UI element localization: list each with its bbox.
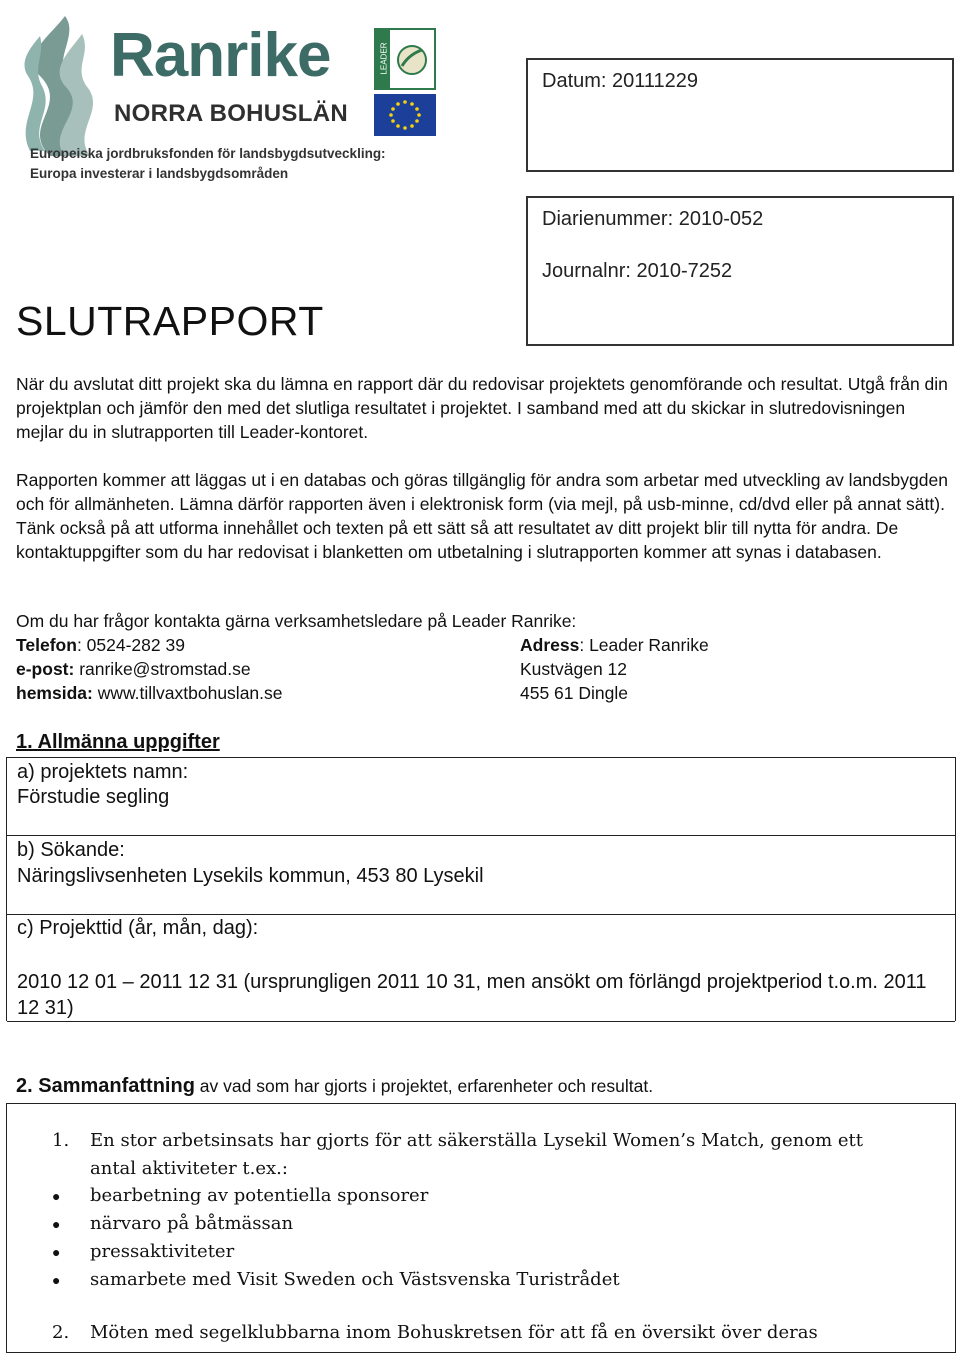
bullet-dot-icon: ● xyxy=(52,1188,61,1204)
brand-name: Ranrike xyxy=(110,21,331,90)
address-label: Adress xyxy=(520,635,580,655)
phone-value: : 0524-282 39 xyxy=(76,635,185,655)
contact-phone xyxy=(16,633,185,657)
project-name-row xyxy=(7,758,955,836)
address-line3: 455 61 Dingle xyxy=(520,683,628,703)
page-title: SLUTRAPPORT xyxy=(16,298,324,344)
contact-address xyxy=(520,633,709,657)
intro-paragraph-2: Rapporten kommer att läggas ut i en databas och göras tillgänglig för andra som arbetar med utveckling av landsbygden och för allmänheten. Lämna därför rapporten även i elektronisk form (via mejl, på usb-minne, cd/dvd eller på annat sätt). Tänk också på att utforma innehållet och texten på ett sätt så att resultatet av ditt projekt blir till nytta för andra. De kontaktuppgifter som du har redovisat i blanketten om utbetalning i slutrapporten kommer att synas i databasen. xyxy=(16,470,948,562)
applicant-row xyxy=(7,836,955,915)
bullet-item: närvaro på båtmässan xyxy=(90,1213,294,1234)
logo xyxy=(10,6,440,186)
eu-stars-icon xyxy=(374,94,436,136)
bullet-dot-icon: ● xyxy=(52,1216,61,1232)
applicant-value: Näringslivsenheten Lysekils kommun, 453 80 Lysekil xyxy=(17,865,484,887)
brand-region: NORRA BOHUSLÄN xyxy=(114,100,348,127)
eu-fund-line2: Europa investerar i landsbygdsområden xyxy=(30,166,289,181)
bullet-item: bearbetning av potentiella sponsorer xyxy=(90,1185,429,1206)
leader-badge xyxy=(374,28,436,90)
summary-box xyxy=(6,1103,956,1353)
section2-heading-text: 2. Sammanfattning xyxy=(16,1075,195,1097)
item1-line1: En stor arbetsinsats har gjorts för att säkerställa Lysekil Women’s Match, genom ett xyxy=(90,1130,863,1151)
diarienummer-text: Diarienummer: 2010-052 xyxy=(542,208,764,230)
web-label: hemsida: xyxy=(16,683,93,703)
web-value: www.tillvaxtbohuslan.se xyxy=(92,683,283,703)
reference-box xyxy=(526,196,954,346)
project-name-value: Förstudie segling xyxy=(17,786,170,808)
email-label: e-post: xyxy=(16,659,75,679)
leader-badge-label: LEADER xyxy=(379,42,389,75)
applicant-label: b) Sökande: xyxy=(17,839,125,861)
bullet-item: samarbete med Visit Sweden och Västsvenska Turistrådet xyxy=(90,1269,620,1290)
date-box xyxy=(526,58,954,172)
item2-number: 2. xyxy=(52,1322,70,1343)
date-text: Datum: 20111229 xyxy=(542,70,699,92)
email-value: ranrike@stromstad.se xyxy=(74,659,251,679)
phone-label: Telefon xyxy=(16,635,77,655)
item1-number: 1. xyxy=(52,1130,70,1151)
project-period-label: c) Projekttid (år, mån, dag): xyxy=(17,917,259,939)
project-period-value: 2010 12 01 – 2011 12 31 (ursprungligen 2011 10 31, men ansökt om förlängd projektperiod t.o.m. 2011 12 31) xyxy=(17,971,927,1019)
eu-fund-line1: Europeiska jordbruksfonden för landsbygdsutveckling: xyxy=(30,146,386,161)
bullet-dot-icon: ● xyxy=(52,1244,61,1260)
section2-heading xyxy=(16,1075,653,1098)
address-line2: Kustvägen 12 xyxy=(520,659,628,679)
section2-subheading: av vad som har gjorts i projektet, erfarenheter och resultat. xyxy=(194,1076,654,1096)
project-period-row xyxy=(7,915,955,1022)
section1-heading-text: 1. Allmänna uppgifter xyxy=(16,731,220,753)
section1-heading xyxy=(16,731,220,754)
general-info-table xyxy=(6,757,956,1021)
journalnr-text: Journalnr: 2010-7252 xyxy=(542,260,733,282)
contact-email xyxy=(16,657,251,681)
item2-line1: Möten med segelklubbarna inom Bohuskretsen för att få en översikt över deras xyxy=(90,1322,818,1343)
project-name-label: a) projektets namn: xyxy=(17,761,189,783)
contact-web xyxy=(16,681,283,705)
eu-flag xyxy=(374,94,436,136)
wave-logo-icon xyxy=(10,6,110,166)
contact-intro: Om du har frågor kontakta gärna verksamhetsledare på Leader Ranrike: xyxy=(16,611,577,631)
address-line1: : Leader Ranrike xyxy=(579,635,709,655)
bullet-dot-icon: ● xyxy=(52,1272,61,1288)
intro-paragraph-1: När du avslutat ditt projekt ska du lämna en rapport där du redovisar projektets genomförande och resultat. Utgå från din projektplan och jämför den med det slutliga resultatet i projektet. I samband med att du skickar in slutredovisningen mejlar du in slutrapporten till Leader-kontoret. xyxy=(16,374,948,442)
bullet-item: pressaktiviteter xyxy=(90,1241,235,1262)
item1-line2: antal aktiviteter t.ex.: xyxy=(90,1158,288,1179)
